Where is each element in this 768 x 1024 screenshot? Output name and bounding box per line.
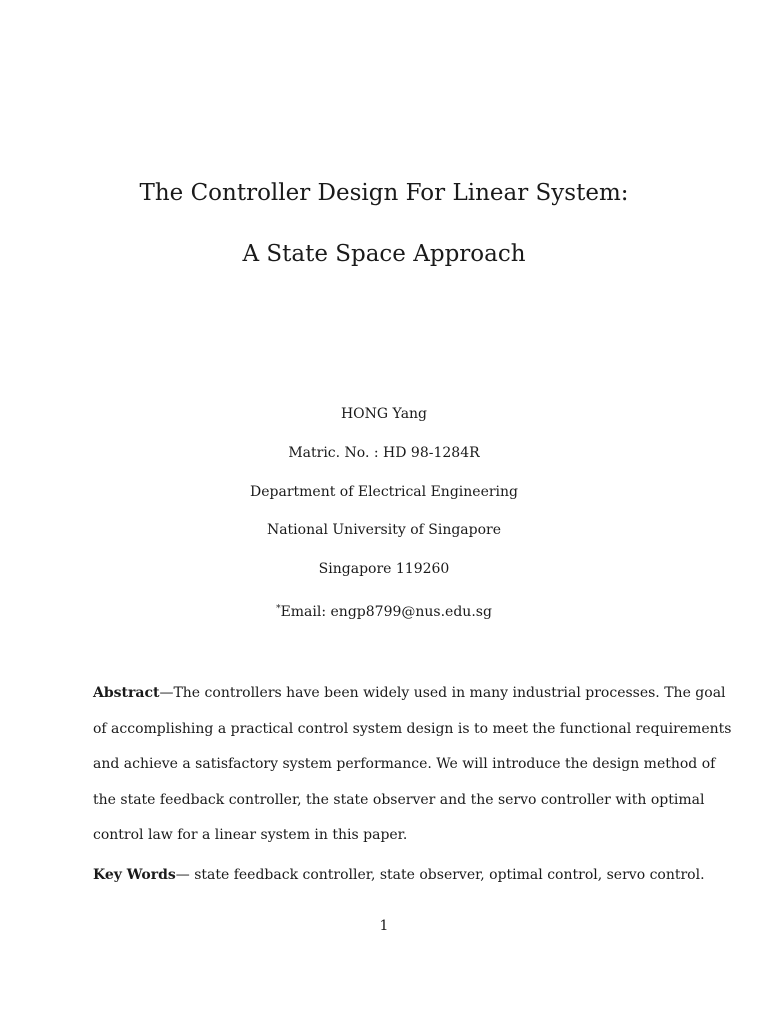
paper-title-line-2: A State Space Approach (242, 241, 526, 267)
keywords-heading: Key Words (93, 867, 176, 883)
page-number: 1 (379, 918, 389, 934)
author-university: National University of Singapore (266, 522, 502, 538)
keywords-dash: — (175, 867, 190, 883)
abstract-line (93, 676, 726, 712)
matric-number: Matric. No. : HD 98-1284R (288, 445, 480, 461)
abstract-dash: — (159, 685, 174, 701)
author-city: Singapore 119260 (318, 561, 450, 577)
abstract (93, 676, 732, 854)
author-email (0, 600, 768, 621)
abstract-line: of accomplishing a practical control system design is to meet the functional requirements (93, 720, 732, 737)
paper-title-line-1: The Controller Design For Linear System: (139, 180, 629, 206)
abstract-line: the state feedback controller, the state observer and the servo controller with optimal (93, 791, 705, 808)
keywords-text: state feedback controller, state observer, optimal control, servo control. (189, 867, 705, 883)
keywords (93, 866, 705, 884)
author-email-text: Email: engp8799@nus.edu.sg (280, 604, 492, 620)
email-footnote-marker: * (276, 604, 281, 614)
abstract-line-text: The controllers have been widely used in many industrial processes. The goal (173, 685, 726, 701)
abstract-line: and achieve a satisfactory system performance. We will introduce the design method of (93, 756, 716, 772)
abstract-line: control law for a linear system in this paper. (93, 827, 408, 843)
author-department: Department of Electrical Engineering (250, 484, 518, 500)
abstract-heading: Abstract (93, 685, 160, 701)
author-name: HONG Yang (340, 406, 428, 422)
